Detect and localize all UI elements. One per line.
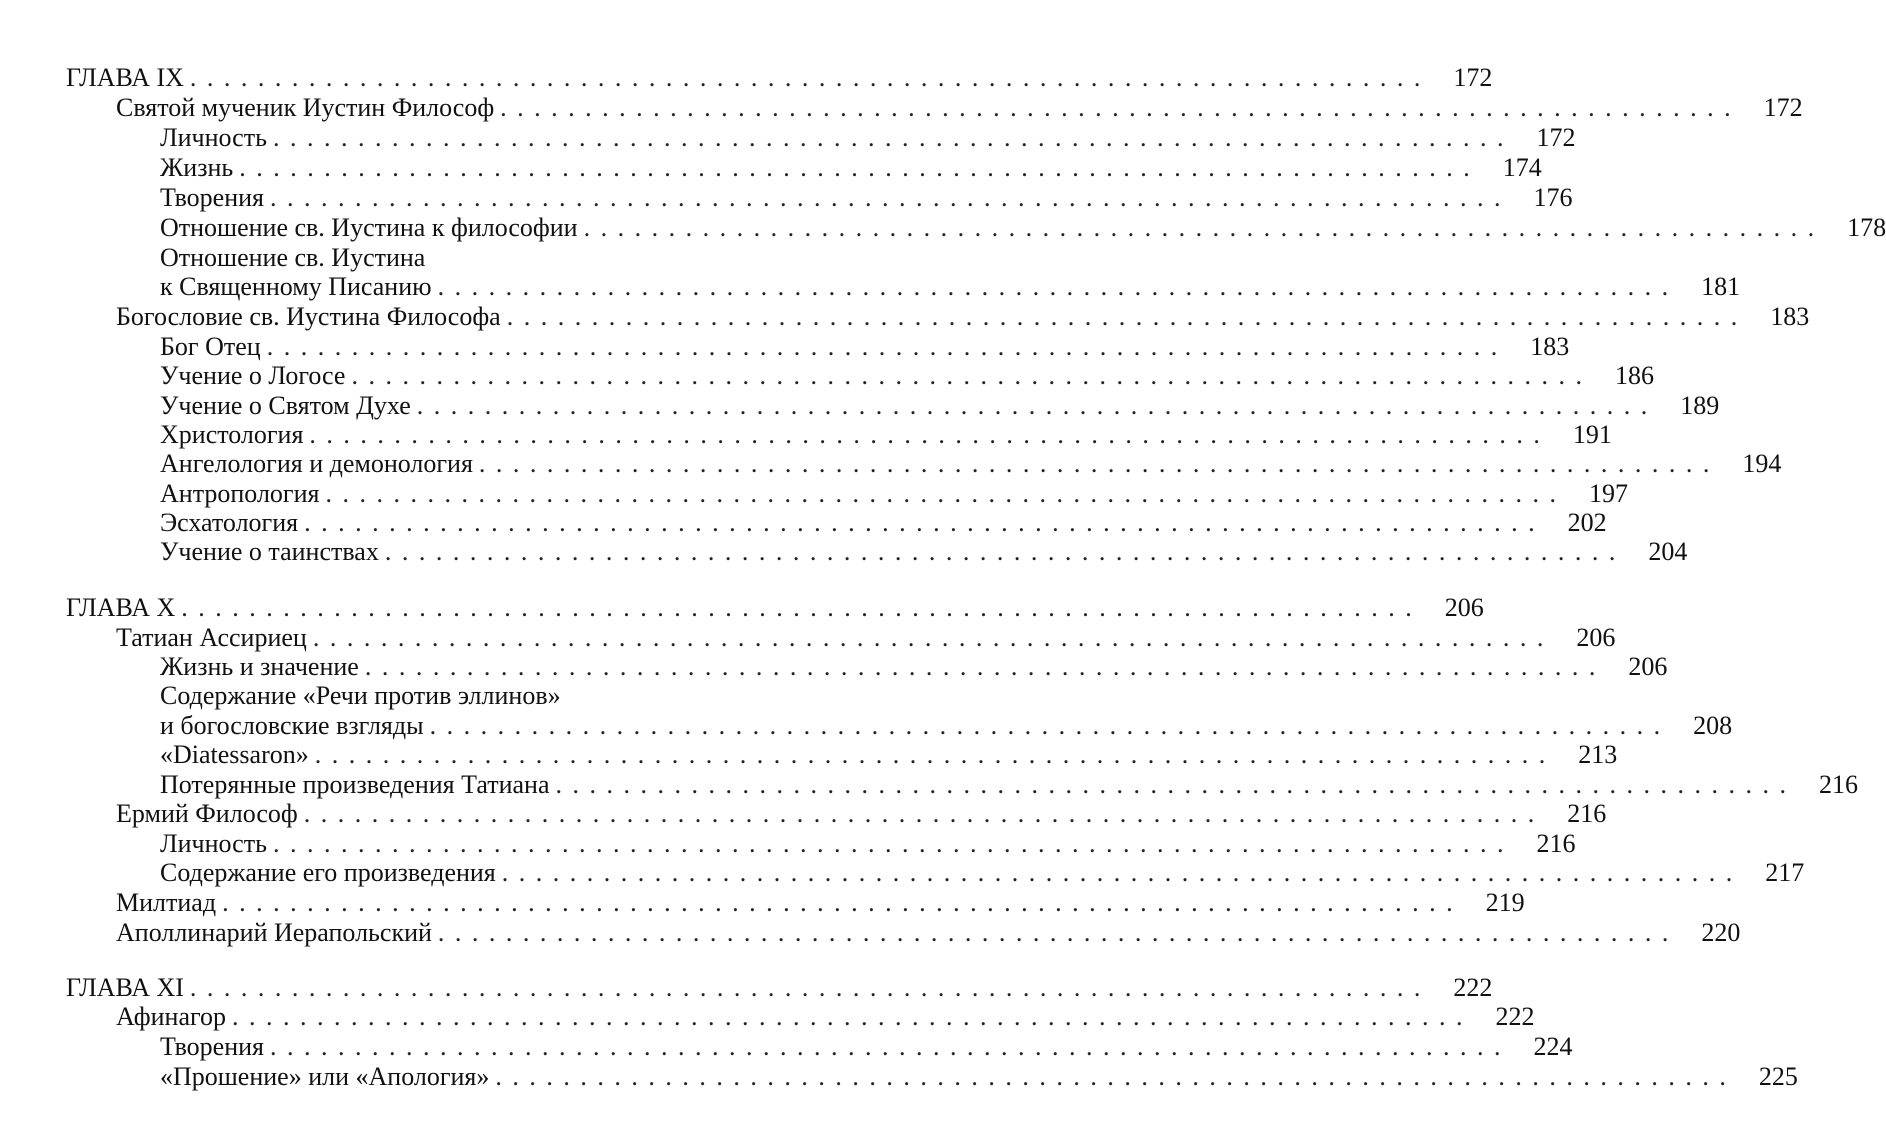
toc-entry — [160, 361, 1654, 391]
toc-entry — [160, 1062, 1798, 1092]
toc-entry — [160, 153, 1542, 183]
toc-entry-title: Творения — [160, 183, 265, 212]
toc-entry — [160, 213, 1886, 243]
toc-chapter-entry — [66, 973, 1493, 1003]
toc-entry-page: 206 — [1628, 652, 1668, 681]
toc-entry-page: 178 — [1847, 213, 1886, 242]
dot-leader: . . . . . . . . . . . . . . . . . . . . . . . . . . . . . . . . . . . . . . . . . . . . . . . . . . . . . . . . . . . . . . . . . . . . . . . . . — [500, 93, 1733, 122]
toc-entry — [116, 799, 1607, 829]
toc-entry-page: 219 — [1485, 888, 1525, 917]
dot-leader: . . . . . . . . . . . . . . . . . . . . . . . . . . . . . . . . . . . . . . . . . . . . . . . . . . . . . . . . . . . . . . . . . . . . . . . . . — [478, 449, 1712, 478]
toc-entry-title: Потерянные произведения Татиана — [160, 770, 550, 799]
dot-leader: . . . . . . . . . . . . . . . . . . . . . . . . . . . . . . . . . . . . . . . . . . . . . . . . . . . . . . . . . . . . . . . . . . . . . . . . . — [416, 391, 1650, 420]
toc-entry-page: 172 — [1536, 123, 1576, 152]
toc-entry-page: 183 — [1770, 302, 1810, 331]
dot-leader: . . . . . . . . . . . . . . . . . . . . . . . . . . . . . . . . . . . . . . . . . . . . . . . . . . . . . . . . . . . . . . . . . . . . . . . . . — [266, 332, 1500, 361]
dot-leader: . . . . . . . . . . . . . . . . . . . . . . . . . . . . . . . . . . . . . . . . . . . . . . . . . . . . . . . . . . . . . . . . . . . . . . . . . — [270, 1032, 1503, 1061]
toc-chapter-entry — [66, 593, 1484, 623]
dot-leader: . . . . . . . . . . . . . . . . . . . . . . . . . . . . . . . . . . . . . . . . . . . . . . . . . . . . . . . . . . . . . . . . . . . . . . . . . — [272, 123, 1506, 152]
toc-entry — [160, 332, 1570, 362]
dot-leader: . . . . . . . . . . . . . . . . . . . . . . . . . . . . . . . . . . . . . . . . . . . . . . . . . . . . . . . . . . . . . . . . . . . . . . . . . — [325, 479, 1558, 508]
dot-leader: . . . . . . . . . . . . . . . . . . . . . . . . . . . . . . . . . . . . . . . . . . . . . . . . . . . . . . . . . . . . . . . . . . . . . . . . . — [384, 537, 1618, 566]
toc-entry-title: Антропология — [160, 479, 320, 508]
toc-entry-page: 224 — [1533, 1032, 1573, 1061]
toc-entry — [160, 243, 712, 273]
dot-leader: . . . . . . . . . . . . . . . . . . . . . . . . . . . . . . . . . . . . . . . . . . . . . . . . . . . . . . . . . . . . . . . . . . . . . . . . . — [304, 508, 1537, 537]
dot-leader: . . . . . . . . . . . . . . . . . . . . . . . . . . . . . . . . . . . . . . . . . . . . . . . . . . . . . . . . . . . . . . . . . . . . . . . . . — [501, 858, 1735, 887]
toc-entry-title: Личность — [160, 123, 267, 152]
toc-entry — [160, 711, 1733, 741]
toc-entry-page: 194 — [1742, 449, 1782, 478]
toc-entry-title: Афинагор — [116, 1002, 227, 1031]
toc-entry-title: Святой мученик Иустин Философ — [116, 93, 495, 122]
toc-entry-page: 222 — [1495, 1002, 1535, 1031]
toc-entry-title: Содержание его произведения — [160, 858, 496, 887]
toc-entry — [160, 681, 712, 711]
toc-entry — [160, 123, 1576, 153]
toc-entry-title: ГЛАВА XI — [66, 973, 184, 1002]
toc-entry-page: 206 — [1444, 593, 1484, 622]
dot-leader: . . . . . . . . . . . . . . . . . . . . . . . . . . . . . . . . . . . . . . . . . . . . . . . . . . . . . . . . . . . . . . . . . . . . . . . . . — [181, 593, 1414, 622]
toc-entry-title: Учение о таинствах — [160, 537, 379, 566]
toc-entry-title: ГЛАВА IX — [66, 63, 184, 92]
toc-entry — [160, 1032, 1573, 1062]
toc-entry — [160, 508, 1607, 538]
toc-entry — [116, 1002, 1535, 1032]
toc-entry-title: Ангелология и демонология — [160, 449, 473, 478]
toc-entry — [160, 391, 1720, 421]
dot-leader: . . . . . . . . . . . . . . . . . . . . . . . . . . . . . . . . . . . . . . . . . . . . . . . . . . . . . . . . . . . . . . . . . . . . . . . . . — [270, 183, 1503, 212]
toc-entry-page: 186 — [1614, 361, 1654, 390]
dot-leader: . . . . . . . . . . . . . . . . . . . . . . . . . . . . . . . . . . . . . . . . . . . . . . . . . . . . . . . . . . . . . . . . . . . . . . . . . — [429, 711, 1663, 740]
toc-entry-title: «Diatessaron» — [160, 740, 309, 769]
toc-entry-title: Отношение св. Иустина — [160, 243, 426, 272]
toc-entry-page: 181 — [1701, 272, 1741, 301]
dot-leader: . . . . . . . . . . . . . . . . . . . . . . . . . . . . . . . . . . . . . . . . . . . . . . . . . . . . . . . . . . . . . . . . . . . . . . . . . — [189, 63, 1423, 92]
toc-chapter-entry — [66, 63, 1493, 93]
toc-entry — [160, 183, 1573, 213]
toc-entry-page: 174 — [1502, 153, 1542, 182]
toc-entry-page: 172 — [1453, 63, 1493, 92]
toc-entry-title: ГЛАВА X — [66, 593, 176, 622]
toc-entry-title: Христология — [160, 420, 304, 449]
dot-leader: . . . . . . . . . . . . . . . . . . . . . . . . . . . . . . . . . . . . . . . . . . . . . . . . . . . . . . . . . . . . . . . . . . . . . . . . . — [239, 153, 1472, 182]
toc-entry — [160, 537, 1688, 567]
toc-entry-title: Бог Отец — [160, 332, 261, 361]
dot-leader: . . . . . . . . . . . . . . . . . . . . . . . . . . . . . . . . . . . . . . . . . . . . . . . . . . . . . . . . . . . . . . . . . . . . . . . . . — [495, 1062, 1728, 1091]
toc-entry-title: Содержание «Речи против эллинов» — [160, 681, 561, 710]
toc-entry-page: 183 — [1530, 332, 1570, 361]
toc-entry-page: 216 — [1818, 770, 1858, 799]
toc-entry-page: 202 — [1567, 508, 1607, 537]
dot-leader: . . . . . . . . . . . . . . . . . . . . . . . . . . . . . . . . . . . . . . . . . . . . . . . . . . . . . . . . . . . . . . . . . . . . . . . . . — [309, 420, 1542, 449]
toc-entry-title: Отношение св. Иустина к философии — [160, 213, 578, 242]
toc-entry-page: 216 — [1536, 829, 1576, 858]
dot-leader: . . . . . . . . . . . . . . . . . . . . . . . . . . . . . . . . . . . . . . . . . . . . . . . . . . . . . . . . . . . . . . . . . . . . . . . . . — [272, 829, 1506, 858]
toc-entry-title: Жизнь — [160, 153, 234, 182]
toc-entry-page: 172 — [1763, 93, 1803, 122]
toc-entry-page: 216 — [1567, 799, 1607, 828]
toc-entry-title: и богословские взгляды — [160, 711, 424, 740]
dot-leader: . . . . . . . . . . . . . . . . . . . . . . . . . . . . . . . . . . . . . . . . . . . . . . . . . . . . . . . . . . . . . . . . . . . . . . . . . — [189, 973, 1423, 1002]
toc-entry-page: 206 — [1576, 623, 1616, 652]
toc-entry — [160, 449, 1782, 479]
dot-leader: . . . . . . . . . . . . . . . . . . . . . . . . . . . . . . . . . . . . . . . . . . . . . . . . . . . . . . . . . . . . . . . . . . . . . . . . . — [437, 272, 1671, 301]
dot-leader: . . . . . . . . . . . . . . . . . . . . . . . . . . . . . . . . . . . . . . . . . . . . . . . . . . . . . . . . . . . . . . . . . . . . . . . . . — [232, 1002, 1465, 1031]
dot-leader: . . . . . . . . . . . . . . . . . . . . . . . . . . . . . . . . . . . . . . . . . . . . . . . . . . . . . . . . . . . . . . . . . . . . . . . . . — [351, 361, 1584, 390]
toc-entry-page: 189 — [1680, 391, 1720, 420]
toc-entry — [160, 740, 1618, 770]
toc-entry-page: 176 — [1533, 183, 1573, 212]
toc-entry — [160, 420, 1612, 450]
toc-entry-title: Творения — [160, 1032, 265, 1061]
toc-entry-page: 197 — [1588, 479, 1628, 508]
toc-entry — [116, 302, 1810, 332]
toc-entry-page: 217 — [1765, 858, 1805, 887]
toc-entry — [116, 93, 1803, 123]
toc-entry — [160, 479, 1628, 509]
toc-entry-title: «Прошение» или «Апология» — [160, 1062, 490, 1091]
dot-leader: . . . . . . . . . . . . . . . . . . . . . . . . . . . . . . . . . . . . . . . . . . . . . . . . . . . . . . . . . . . . . . . . . . . . . . . . . — [583, 213, 1817, 242]
dot-leader: . . . . . . . . . . . . . . . . . . . . . . . . . . . . . . . . . . . . . . . . . . . . . . . . . . . . . . . . . . . . . . . . . . . . . . . . . — [506, 302, 1740, 331]
toc-entry-page: 204 — [1648, 537, 1688, 566]
toc-entry-title: Учение о Логосе — [160, 361, 346, 390]
toc-entry-title: Аполлинарий Иерапольский — [116, 918, 432, 947]
toc-entry — [116, 918, 1741, 948]
toc-entry — [160, 829, 1576, 859]
toc-entry-title: к Священному Писанию — [160, 272, 432, 301]
toc-entry — [116, 623, 1616, 653]
toc-entry-page: 213 — [1578, 740, 1618, 769]
toc-entry-title: Богословие св. Иустина Философа — [116, 302, 501, 331]
toc-entry-title: Ермий Философ — [116, 799, 298, 828]
toc-entry-title: Татиан Ассириец — [116, 623, 307, 652]
toc-entry-title: Жизнь и значение — [160, 652, 359, 681]
toc-entry-title: Личность — [160, 829, 267, 858]
toc-entry-title: Милтиад — [116, 888, 217, 917]
toc-entry-page: 208 — [1693, 711, 1733, 740]
dot-leader: . . . . . . . . . . . . . . . . . . . . . . . . . . . . . . . . . . . . . . . . . . . . . . . . . . . . . . . . . . . . . . . . . . . . . . . . . — [555, 770, 1788, 799]
dot-leader: . . . . . . . . . . . . . . . . . . . . . . . . . . . . . . . . . . . . . . . . . . . . . . . . . . . . . . . . . . . . . . . . . . . . . . . . . — [314, 740, 1548, 769]
toc-entry — [160, 770, 1858, 800]
toc-entry — [160, 858, 1805, 888]
toc-entry-page: 225 — [1758, 1062, 1798, 1091]
toc-entry-page: 222 — [1453, 973, 1493, 1002]
toc-entry — [160, 652, 1668, 682]
toc-entry-page: 220 — [1701, 918, 1741, 947]
toc-entry-title: Эсхатология — [160, 508, 299, 537]
toc-entry-page: 191 — [1572, 420, 1612, 449]
dot-leader: . . . . . . . . . . . . . . . . . . . . . . . . . . . . . . . . . . . . . . . . . . . . . . . . . . . . . . . . . . . . . . . . . . . . . . . . . — [222, 888, 1455, 917]
toc-entry-title: Учение о Святом Духе — [160, 391, 411, 420]
toc-entry — [116, 888, 1525, 918]
dot-leader: . . . . . . . . . . . . . . . . . . . . . . . . . . . . . . . . . . . . . . . . . . . . . . . . . . . . . . . . . . . . . . . . . . . . . . . . . — [364, 652, 1598, 681]
dot-leader: . . . . . . . . . . . . . . . . . . . . . . . . . . . . . . . . . . . . . . . . . . . . . . . . . . . . . . . . . . . . . . . . . . . . . . . . . — [312, 623, 1546, 652]
dot-leader: . . . . . . . . . . . . . . . . . . . . . . . . . . . . . . . . . . . . . . . . . . . . . . . . . . . . . . . . . . . . . . . . . . . . . . . . . — [303, 799, 1537, 828]
dot-leader: . . . . . . . . . . . . . . . . . . . . . . . . . . . . . . . . . . . . . . . . . . . . . . . . . . . . . . . . . . . . . . . . . . . . . . . . . — [437, 918, 1671, 947]
toc-entry — [160, 272, 1741, 302]
